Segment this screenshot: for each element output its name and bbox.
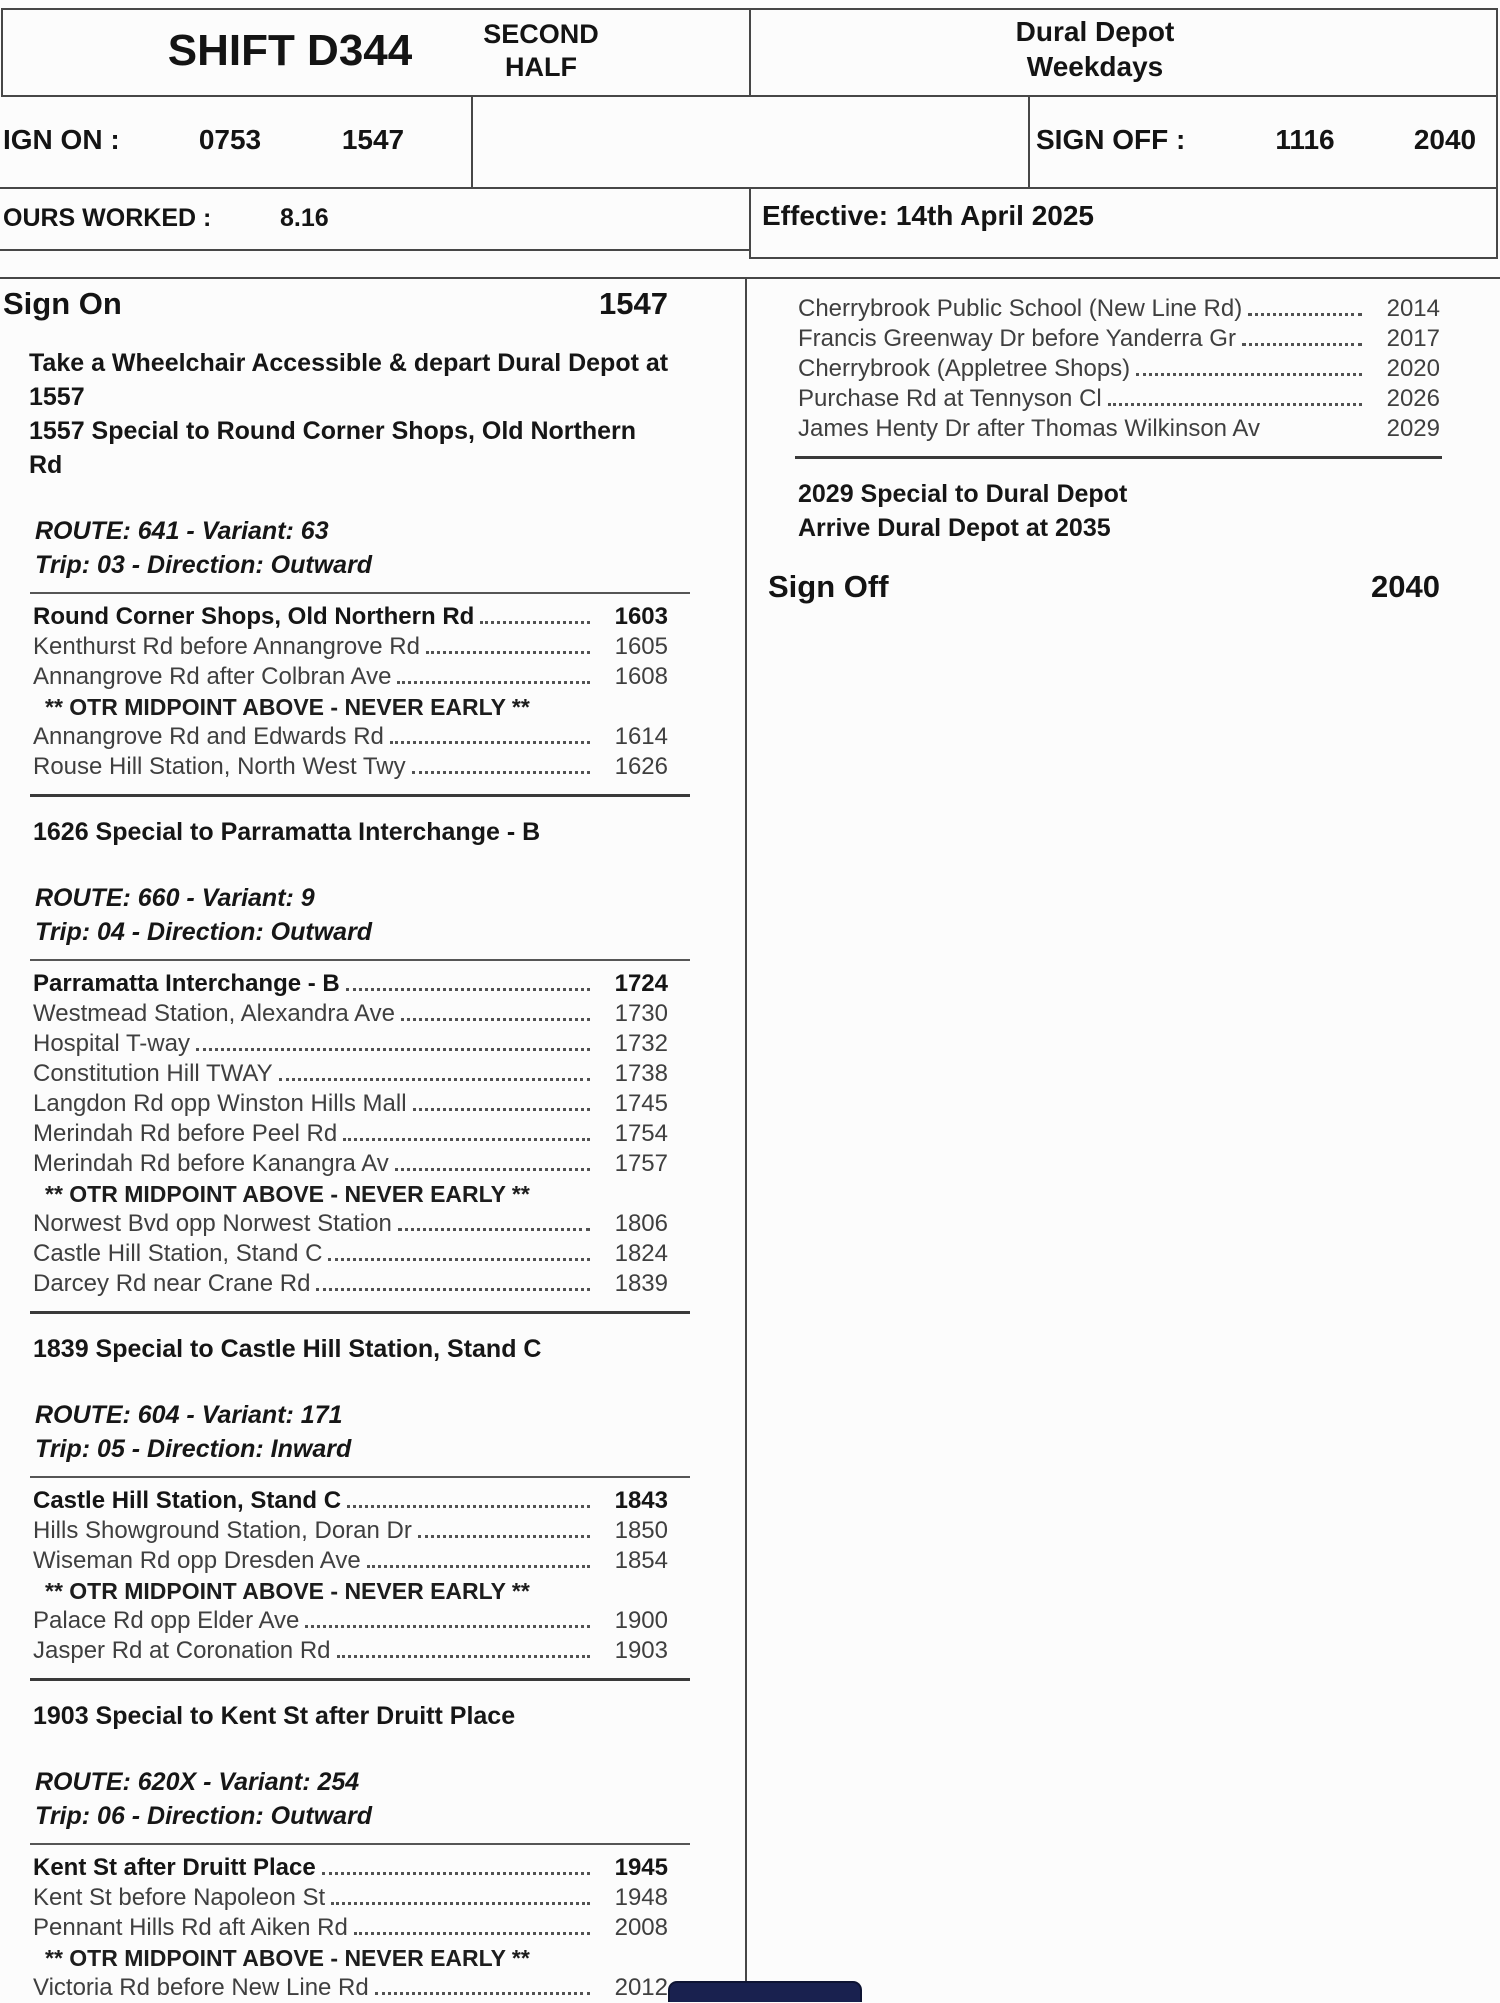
title-row-left-border	[1, 8, 3, 97]
stop-row	[33, 1883, 690, 1913]
effective-box-left-border	[749, 187, 751, 259]
effective-row-bottom-border	[750, 257, 1498, 259]
stop-name: Langdon Rd opp Winston Hills Mall	[33, 1090, 407, 1117]
dotted-leader	[1242, 343, 1362, 346]
column-divider	[745, 277, 747, 2000]
stop-time: 2014	[1386, 295, 1440, 322]
stop-row	[33, 1973, 690, 2003]
text-line: 1626 Special to Parramatta Interchange - B	[33, 818, 541, 846]
stop-name: ** OTR MIDPOINT ABOVE - NEVER EARLY **	[45, 694, 530, 720]
shift-title: SHIFT D344	[167, 26, 413, 75]
stop-row	[798, 294, 1442, 324]
stop-table	[3, 969, 690, 1299]
stop-time: 2020	[1386, 355, 1440, 382]
route-info	[35, 1765, 690, 1833]
stop-name: Purchase Rd at Tennyson Cl	[798, 385, 1102, 412]
dotted-leader	[367, 1565, 590, 1568]
dotted-leader	[390, 741, 590, 744]
stop-time: 1948	[614, 1884, 668, 1911]
stop-table	[3, 1853, 690, 2003]
column-heading	[768, 569, 1442, 605]
special-note	[33, 1332, 690, 1366]
intro-note	[29, 346, 690, 482]
stop-row	[798, 414, 1442, 444]
route-info	[35, 514, 690, 582]
stop-name: Kent St before Napoleon St	[33, 1884, 326, 1911]
otr-midpoint-row	[45, 1943, 690, 1973]
stop-name: Merindah Rd before Peel Rd	[33, 1120, 338, 1147]
stop-row	[33, 1089, 690, 1119]
dotted-leader	[322, 1872, 590, 1875]
stop-name: Rouse Hill Station, North West Twy	[33, 753, 406, 780]
stop-table	[3, 1486, 690, 1666]
section-rule	[30, 592, 690, 594]
sign-on-time-1: 0753	[198, 124, 262, 155]
special-note	[33, 1699, 690, 1733]
stop-time: 2029	[1386, 415, 1440, 442]
text-line: Arrive Dural Depot at 2035	[798, 514, 1111, 542]
dotted-leader	[196, 1048, 590, 1051]
stop-time: 1850	[614, 1517, 668, 1544]
stop-time: 2026	[1386, 385, 1440, 412]
stop-time: 1745	[614, 1090, 668, 1117]
text-line: Trip: 05 - Direction: Inward	[35, 1435, 352, 1463]
stop-name: Merindah Rd before Kanangra Av	[33, 1150, 389, 1177]
half-label-line1: SECOND	[483, 19, 599, 49]
stop-time: 1626	[614, 753, 668, 780]
dotted-leader	[331, 1902, 590, 1905]
dotted-leader	[328, 1258, 590, 1261]
dotted-leader	[343, 1138, 590, 1141]
stop-row	[798, 324, 1442, 354]
text-line: Trip: 06 - Direction: Outward	[35, 1802, 373, 1830]
stop-name: Victoria Rd before New Line Rd	[33, 1974, 369, 2001]
heading-label: Sign On	[3, 286, 122, 321]
sign-off-label: SIGN OFF :	[1036, 124, 1186, 155]
otr-midpoint-row	[45, 1576, 690, 1606]
stop-time: 1608	[614, 663, 668, 690]
header-right-border	[1496, 8, 1498, 259]
dotted-leader	[480, 621, 590, 624]
stop-row	[33, 1209, 690, 1239]
stop-time: 2012	[614, 1974, 668, 2001]
dotted-leader	[418, 1535, 590, 1538]
depot-label-line2: Weekdays	[1026, 51, 1164, 82]
stop-row	[33, 722, 690, 752]
dotted-leader	[1248, 313, 1362, 316]
stop-time: 1730	[614, 1000, 668, 1027]
stop-row	[33, 752, 690, 782]
stop-row	[33, 602, 690, 632]
stop-name: Hills Showground Station, Doran Dr	[33, 1517, 412, 1544]
hours-row-bottom-border	[0, 249, 751, 251]
stop-time: 1757	[614, 1150, 668, 1177]
dotted-leader	[412, 771, 590, 774]
half-label-line2: HALF	[505, 52, 577, 82]
stop-time: 1824	[614, 1240, 668, 1267]
stop-row	[33, 1853, 690, 1883]
dotted-leader	[426, 651, 590, 654]
stop-name: Westmead Station, Alexandra Ave	[33, 1000, 396, 1027]
sign-off-time-2: 2040	[1413, 124, 1477, 155]
stop-name: Darcey Rd near Crane Rd	[33, 1270, 311, 1297]
stop-name: Constitution Hill TWAY	[33, 1060, 273, 1087]
stop-row	[33, 1149, 690, 1179]
stop-table	[3, 602, 690, 782]
text-line: 2029 Special to Dural Depot	[798, 480, 1128, 508]
stop-row	[33, 999, 690, 1029]
heading-time: 2040	[1371, 569, 1440, 604]
stop-name: James Henty Dr after Thomas Wilkinson Av	[798, 415, 1260, 442]
stop-row	[798, 354, 1442, 384]
stop-table	[768, 294, 1442, 444]
stop-name: Kent St after Druitt Place	[33, 1854, 316, 1881]
stop-name: Round Corner Shops, Old Northern Rd	[33, 603, 475, 630]
stop-time: 1843	[614, 1487, 668, 1514]
stop-time: 1738	[614, 1060, 668, 1087]
stop-name: ** OTR MIDPOINT ABOVE - NEVER EARLY **	[45, 1945, 530, 1971]
stop-name: Annangrove Rd and Edwards Rd	[33, 723, 384, 750]
sign-on-label: IGN ON :	[3, 124, 120, 155]
section-rule	[30, 1843, 690, 1845]
stop-name: Francis Greenway Dr before Yanderra Gr	[798, 325, 1236, 352]
dotted-leader	[279, 1078, 590, 1081]
section-rule	[30, 959, 690, 961]
section-rule	[30, 1476, 690, 1478]
stop-time: 1945	[614, 1854, 668, 1881]
left-column	[3, 278, 690, 2003]
route-info	[35, 881, 690, 949]
stop-row	[33, 1913, 690, 1943]
dotted-leader	[375, 1992, 590, 1995]
stop-time: 1839	[614, 1270, 668, 1297]
section-rule-thick	[30, 794, 690, 797]
sign-on-time-2: 1547	[341, 124, 405, 155]
stop-name: Hospital T-way	[33, 1030, 190, 1057]
depot-label	[800, 14, 1390, 84]
stop-row	[33, 969, 690, 999]
dotted-leader	[397, 681, 590, 684]
stop-name: Wiseman Rd opp Dresden Ave	[33, 1547, 361, 1574]
text-line: Rd	[29, 451, 63, 479]
text-line: 1839 Special to Castle Hill Station, Stand C	[33, 1335, 542, 1363]
heading-time: 1547	[599, 286, 668, 321]
stop-name: Palace Rd opp Elder Ave	[33, 1607, 300, 1634]
dotted-leader	[347, 1505, 590, 1508]
text-line: ROUTE: 641 - Variant: 63	[35, 517, 329, 545]
text-line: Take a Wheelchair Accessible & depart Dural Depot at	[29, 349, 669, 377]
text-line: 1903 Special to Kent St after Druitt Place	[33, 1702, 516, 1730]
stop-row	[33, 1636, 690, 1666]
stop-name: Norwest Bvd opp Norwest Station	[33, 1210, 392, 1237]
otr-midpoint-row	[45, 1179, 690, 1209]
hours-worked-value: 8.16	[280, 204, 329, 232]
special-note	[33, 815, 690, 849]
stop-time: 1900	[614, 1607, 668, 1634]
dotted-leader	[316, 1288, 590, 1291]
title-row-divider	[749, 8, 751, 97]
stop-row	[33, 1546, 690, 1576]
special-note	[798, 477, 1442, 545]
half-label	[446, 18, 636, 84]
stop-row	[33, 1516, 690, 1546]
column-heading	[3, 286, 690, 322]
stop-time: 1732	[614, 1030, 668, 1057]
stop-row	[33, 1029, 690, 1059]
text-line: 1557	[29, 383, 85, 411]
stop-row	[33, 632, 690, 662]
stop-name: ** OTR MIDPOINT ABOVE - NEVER EARLY **	[45, 1578, 530, 1604]
heading-label: Sign Off	[768, 569, 889, 604]
stop-name: Castle Hill Station, Stand C	[33, 1240, 323, 1267]
stop-row	[33, 1239, 690, 1269]
hours-worked-label: OURS WORKED :	[3, 204, 212, 232]
stop-time: 1605	[614, 633, 668, 660]
text-line: Trip: 04 - Direction: Outward	[35, 918, 373, 946]
dotted-leader	[1108, 403, 1362, 406]
text-line: ROUTE: 604 - Variant: 171	[35, 1401, 343, 1429]
bottom-overlay-button[interactable]	[668, 1981, 862, 2002]
stop-name: Kenthurst Rd before Annangrove Rd	[33, 633, 420, 660]
text-line: 1557 Special to Round Corner Shops, Old Northern	[29, 417, 637, 445]
stop-row	[798, 384, 1442, 414]
otr-midpoint-row	[45, 692, 690, 722]
stop-name: Annangrove Rd after Colbran Ave	[33, 663, 392, 690]
stop-name: Castle Hill Station, Stand C	[33, 1487, 342, 1514]
stop-name: Pennant Hills Rd aft Aiken Rd	[33, 1914, 348, 1941]
route-info	[35, 1398, 690, 1466]
dotted-leader	[413, 1108, 590, 1111]
dotted-leader	[337, 1655, 591, 1658]
signon-box-divider	[471, 95, 473, 189]
dotted-leader	[1136, 373, 1362, 376]
stop-name: Jasper Rd at Coronation Rd	[33, 1637, 331, 1664]
stop-time: 2017	[1386, 325, 1440, 352]
stop-time: 1854	[614, 1547, 668, 1574]
section-rule-thick	[30, 1311, 690, 1314]
text-line: ROUTE: 620X - Variant: 254	[35, 1768, 360, 1796]
text-line: Trip: 03 - Direction: Outward	[35, 551, 373, 579]
signoff-box-divider	[1028, 95, 1030, 189]
stop-time: 2008	[614, 1914, 668, 1941]
stop-time: 1603	[614, 603, 668, 630]
stop-time: 1614	[614, 723, 668, 750]
section-rule-thick	[30, 1678, 690, 1681]
dotted-leader	[354, 1932, 590, 1935]
stop-time: 1903	[614, 1637, 668, 1664]
stop-row	[33, 1059, 690, 1089]
depot-label-line1: Dural Depot	[1015, 16, 1175, 47]
stop-row	[33, 662, 690, 692]
stop-time: 1724	[614, 970, 668, 997]
stop-row	[33, 1606, 690, 1636]
right-column	[768, 278, 1442, 605]
effective-date: Effective: 14th April 2025	[762, 200, 1094, 231]
stop-name: Cherrybrook Public School (New Line Rd)	[798, 295, 1243, 322]
stop-time: 1806	[614, 1210, 668, 1237]
dotted-leader	[401, 1018, 590, 1021]
stop-name: ** OTR MIDPOINT ABOVE - NEVER EARLY **	[45, 1181, 530, 1207]
text-line: ROUTE: 660 - Variant: 9	[35, 884, 315, 912]
stop-name: Cherrybrook (Appletree Shops)	[798, 355, 1131, 382]
section-rule-thick	[795, 456, 1442, 459]
stop-time: 1754	[614, 1120, 668, 1147]
dotted-leader	[395, 1168, 590, 1171]
stop-name: Parramatta Interchange - B	[33, 970, 340, 997]
stop-row	[33, 1486, 690, 1516]
sign-off-time-1: 1116	[1275, 124, 1335, 155]
stop-row	[33, 1119, 690, 1149]
dotted-leader	[398, 1228, 590, 1231]
dotted-leader	[346, 988, 590, 991]
dotted-leader	[305, 1625, 590, 1628]
stop-row	[33, 1269, 690, 1299]
